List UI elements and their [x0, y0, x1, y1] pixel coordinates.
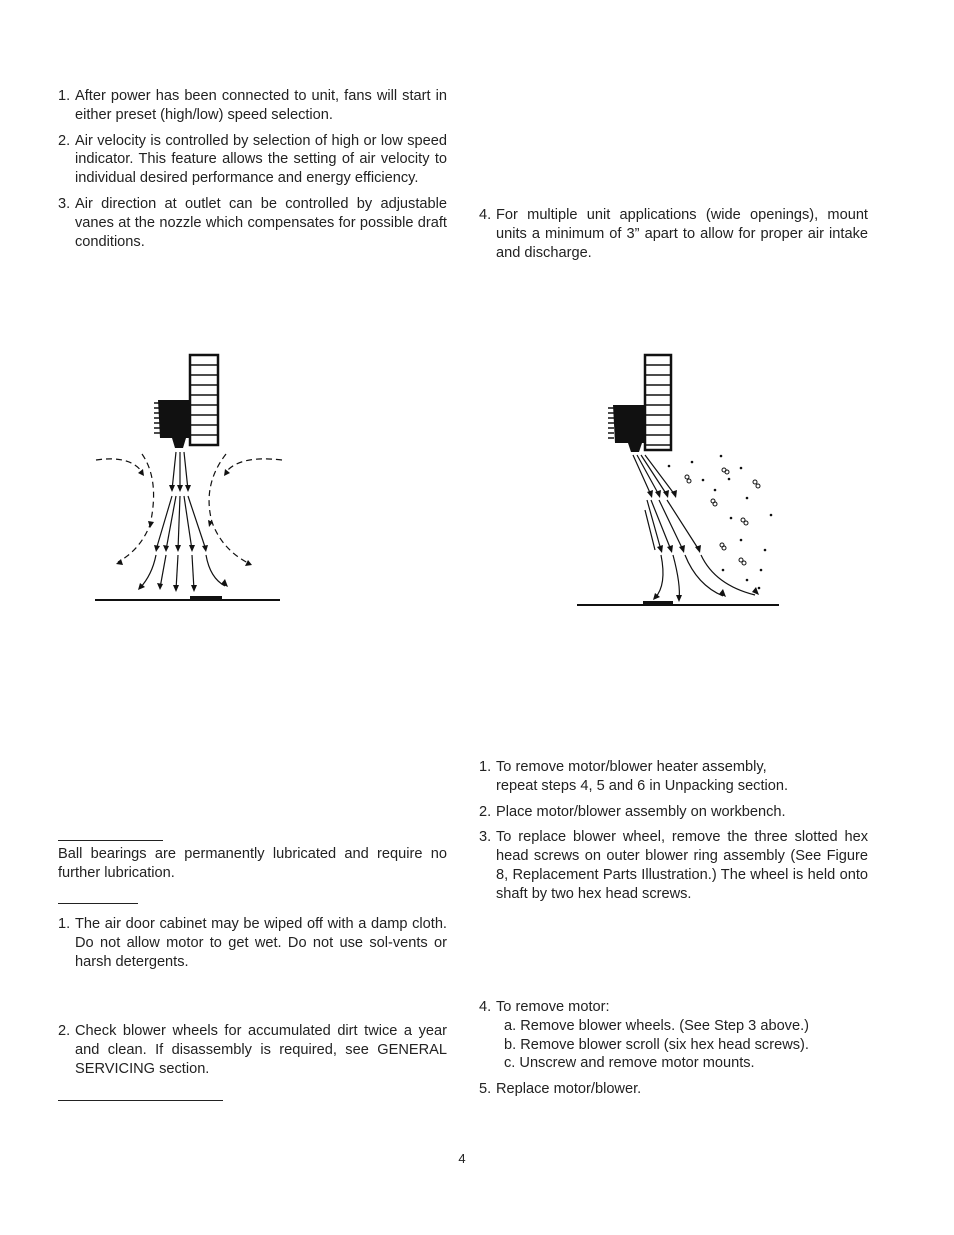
airflow-figure-angled	[575, 350, 785, 610]
servicing-step-3	[479, 828, 868, 903]
operation-item-1	[58, 87, 447, 125]
servicing-step-2	[479, 803, 868, 822]
item-number: 2.	[479, 803, 492, 820]
item-number: 4.	[479, 207, 492, 223]
cleaning-list-2	[58, 1022, 447, 1078]
cleaning-list	[58, 915, 447, 971]
servicing-step-5	[479, 1080, 868, 1099]
item-text: The air door cabinet may be wiped off with a damp cloth. Do not allow motor to get wet. Do not use sol-vents or harsh detergents.	[75, 916, 447, 970]
cleaning-item-1	[58, 915, 447, 971]
item-text: Replace motor/blower.	[496, 1081, 642, 1098]
servicing-step-4	[479, 998, 868, 1073]
step-line-1: To remove motor/blower heater assembly,	[496, 759, 767, 775]
item-number: 3.	[479, 829, 492, 846]
lubrication-text: Ball bearings are permanently lubricated and require no further lubrication.	[58, 846, 447, 881]
airflow-figure-straight	[90, 350, 290, 610]
operation-item-3	[58, 195, 447, 251]
section-rule-lubrication	[58, 840, 163, 841]
installation-item-4	[479, 206, 868, 262]
step-line-2: repeat steps 4, 5 and 6 in Unpacking section.	[496, 777, 789, 794]
servicing-motor-list	[479, 998, 868, 1099]
page-number: 4	[458, 1151, 466, 1166]
item-number: 4.	[479, 999, 492, 1015]
sub-step-c: c. Unscrew and remove motor mounts.	[504, 1055, 755, 1072]
servicing-step-1	[479, 758, 868, 796]
item-text: For multiple unit applications (wide openings), mount units a minimum of 3” apart to allow for proper air intake and discharge.	[496, 207, 868, 261]
operation-list	[58, 87, 447, 251]
item-number: 1.	[58, 916, 71, 932]
cleaning-item-2	[58, 1022, 447, 1078]
item-number: 3.	[58, 195, 71, 212]
section-rule-cleaning	[58, 903, 138, 904]
item-text: Air direction at outlet can be controlled by adjustable vanes at the nozzle which compensates for possible draft conditions.	[75, 195, 447, 250]
section-rule-servicing	[58, 1100, 223, 1101]
servicing-list	[479, 758, 868, 904]
lubrication-paragraph	[58, 845, 447, 883]
item-text: Air velocity is controlled by selection of high or low speed indicator. This feature allows the setting of air velocity to individual desired performance and energy efficiency.	[75, 132, 447, 187]
installation-list	[479, 206, 868, 262]
item-text: After power has been connected to unit, fans will start in either preset (high/low) speed selection.	[75, 88, 447, 123]
item-number: 2.	[58, 132, 71, 149]
item-text: Check blower wheels for accumulated dirt twice a year and clean. If disassembly is required, see GENERAL SERVICING section.	[75, 1023, 447, 1077]
item-number: 1.	[479, 759, 492, 775]
item-text: To remove motor:	[496, 999, 610, 1015]
sub-step-b: b. Remove blower scroll (six hex head screws).	[504, 1036, 809, 1053]
item-number: 5.	[479, 1081, 492, 1098]
operation-item-2	[58, 132, 447, 188]
item-number: 1.	[58, 88, 71, 104]
item-text: To replace blower wheel, remove the three slotted hex head screws on outer blower ring assembly (See Figure 8, Replacement Parts Illustration.) The wheel is held onto shaft by two hex head screws.	[496, 829, 868, 902]
item-text: Place motor/blower assembly on workbench.	[496, 803, 786, 820]
item-number: 2.	[58, 1023, 71, 1039]
sub-step-a: a. Remove blower wheels. (See Step 3 above.)	[504, 1017, 810, 1034]
